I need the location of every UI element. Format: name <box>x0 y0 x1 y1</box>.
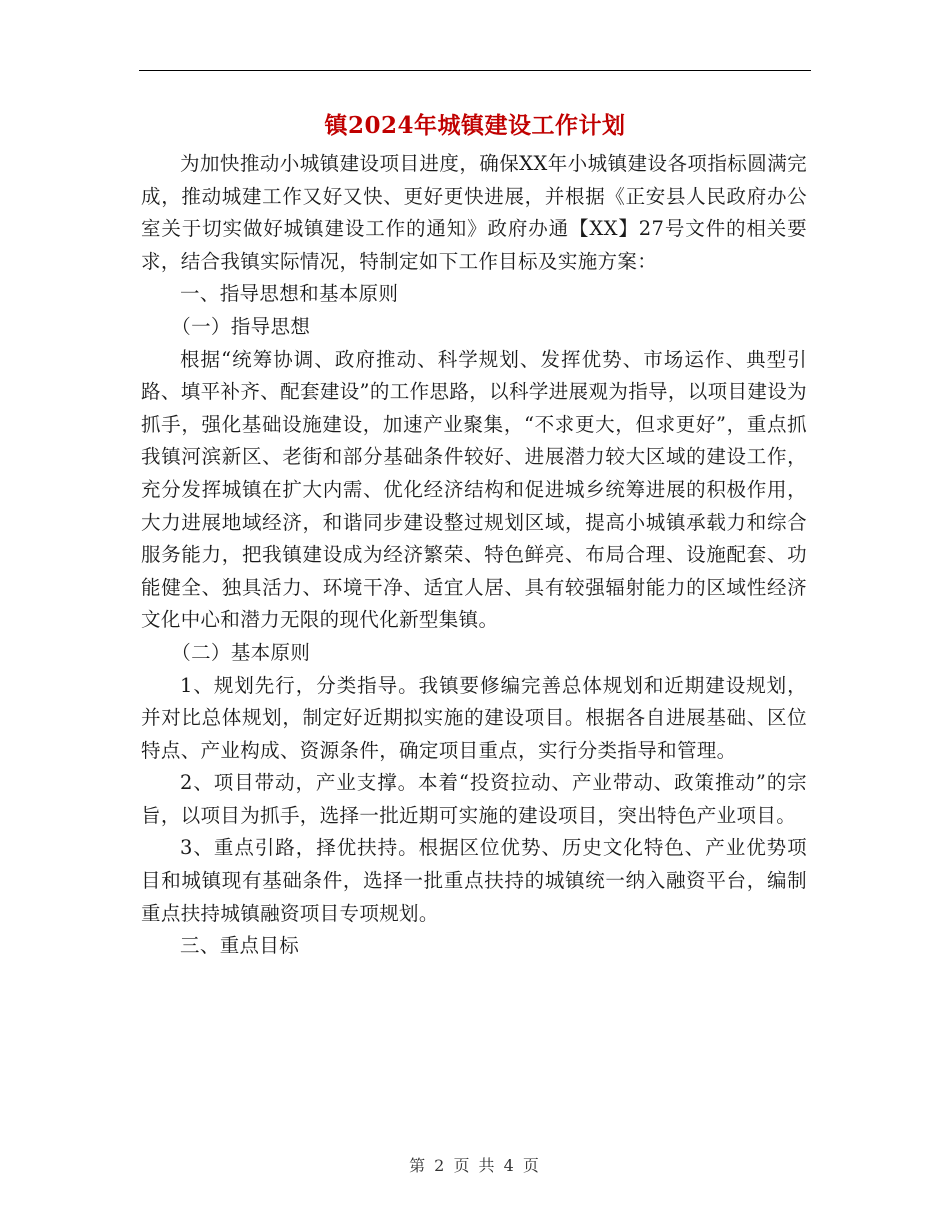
paragraph: 根据“统筹协调、政府推动、科学规划、发挥优势、市场运作、典型引路、填平补齐、配套建设”的工作思路，以科学进展观为指导，以项目建设为抓手，强化基础设施建设，加速产业聚集，“不求更大，但求更好”，重点抓我镇河滨新区、老街和部分基础条件较好、进展潜力较大区域的建设工作，充分发挥城镇在扩大内需、优化经济结构和促进城乡统筹进展的积极作用，大力进展地域经济，和谐同步建设整过规划区域，提高小城镇承载力和综合服务能力，把我镇建设成为经济繁荣、特色鲜亮、布局合理、设施配套、功能健全、独具活力、环境干净、适宜人居、具有较强辐射能力的区域性经济文化中心和潜力无限的现代化新型集镇。 <box>141 347 807 632</box>
paragraph: 1、规划先行，分类指导。我镇要修编完善总体规划和近期建设规划，并对比总体规划，制定好近期拟实施的建设项目。根据各自进展基础、区位特点、产业构成、资源条件，确定项目重点，实行分类指导和管理。 <box>141 673 807 762</box>
page-number: 第 2 页 共 4 页 <box>409 1156 541 1175</box>
header-rule <box>139 70 811 71</box>
paragraph: （二）基本原则 <box>171 640 311 664</box>
paragraph: 一、指导思想和基本原则 <box>180 282 399 306</box>
paragraph: 2、项目带动，产业支撑。本着“投资拉动、产业带动、政策推动”的宗旨，以项目为抓手，选择一批近期可实施的建设项目，突出特色产业项目。 <box>141 771 807 827</box>
document-title: 镇2024年城镇建设工作计划 <box>324 112 626 139</box>
paragraph: 为加快推动小城镇建设项目进度，确保XX年小城镇建设各项指标圆满完成，推动城建工作又好又快、更好更快进展，并根据《正安县人民政府办公室关于切实做好城镇建设工作的通知》政府办通【XX】27号文件的相关要求，结合我镇实际情况，特制定如下工作目标及实施方案： <box>141 152 807 273</box>
document-body <box>141 148 807 963</box>
paragraph: （一）指导思想 <box>171 314 311 338</box>
paragraph: 3、重点引路，择优扶持。根据区位优势、历史文化特色、产业优势项目和城镇现有基础条件，选择一批重点扶持的城镇统一纳入融资平台，编制重点扶持城镇融资项目专项规划。 <box>141 836 807 925</box>
paragraph: 三、重点目标 <box>180 934 300 958</box>
